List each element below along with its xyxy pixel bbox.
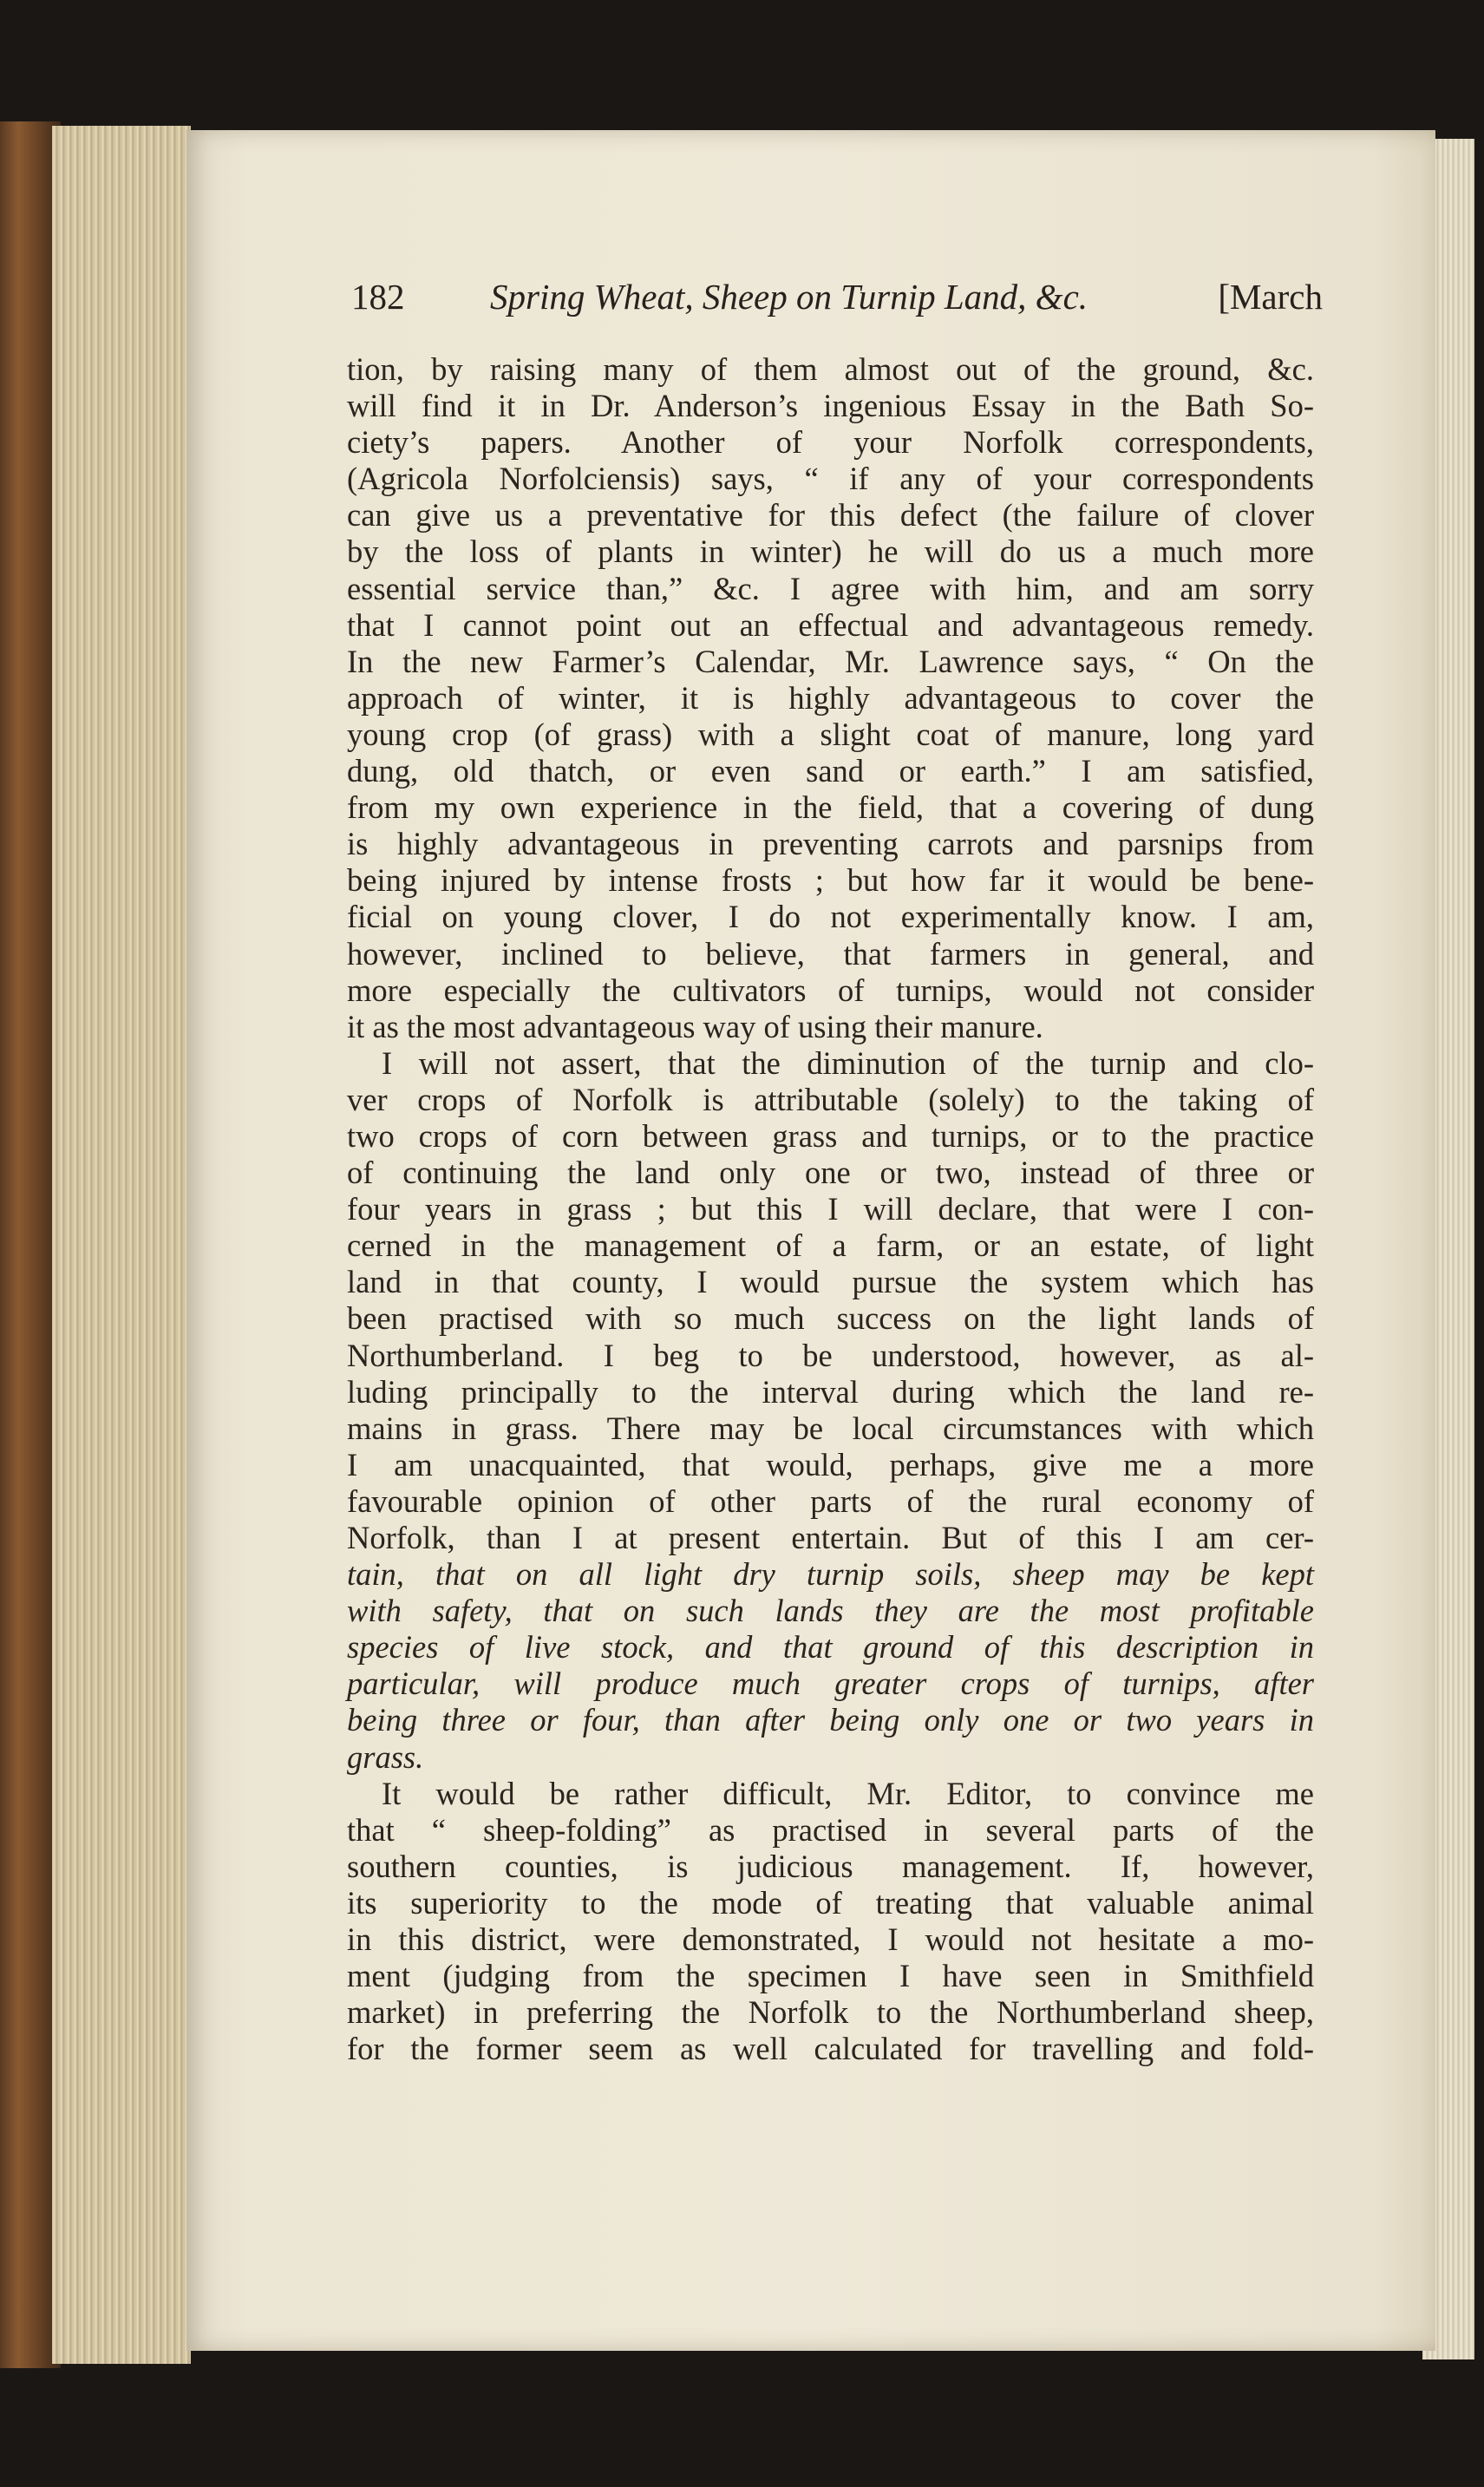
text-line: It would be rather difficult, Mr. Editor, to convince me [382,1775,1314,1811]
text-line: in this district, were demonstrated, I would not hesitate a mo- [347,1921,1314,1958]
text-line: for the former seem as well calculated for travelling and fold- [347,2031,1314,2067]
text-line: essential service than,” &c. I agree with him, and am sorry [347,570,1314,606]
text-line: Northumberland. I beg to be understood, however, as al- [347,1337,1314,1373]
text-line: young crop (of grass) with a slight coat of manure, long yard [347,716,1314,752]
text-line: more especially the cultivators of turnips, would not consider [347,972,1314,1008]
running-month: [March [1218,277,1323,317]
text-line: that I cannot point out an effectual and advantageous remedy. [347,606,1314,643]
text-line: I will not assert, that the diminution of the turnip and clo- [382,1044,1314,1081]
body-text [347,351,1314,2067]
text-line: its superiority to the mode of treating that valuable animal [347,1884,1314,1921]
text-line: is highly advantageous in preventing carrots and parsnips from [347,826,1314,862]
text-line: I am unacquainted, that would, perhaps, give me a more [347,1446,1314,1482]
text-line: tain, that on all light dry turnip soils, sheep may be kept [347,1556,1314,1593]
text-line: ficial on young clover, I do not experimentally know. I am, [347,899,1314,935]
text-line: land in that county, I would pursue the system which has [347,1264,1314,1300]
text-line: In the new Farmer’s Calendar, Mr. Lawrence says, “ On the [347,643,1314,679]
text-line: Norfolk, than I at present entertain. But of this I am cer- [347,1520,1314,1555]
page-number: 182 [351,277,405,317]
text-line: luding principally to the interval during which the land re- [347,1373,1314,1410]
text-line: by the loss of plants in winter) he will do us a much more [347,533,1314,570]
running-title: Spring Wheat, Sheep on Turnip Land, &c. [490,277,1088,317]
text-line: market) in preferring the Norfolk to the Northumberland sheep, [347,1994,1314,2031]
page-header [351,276,1323,328]
text-line: approach of winter, it is highly advantageous to cover the [347,679,1314,716]
text-line: ver crops of Norfolk is attributable (solely) to the taking of [347,1081,1314,1117]
text-line: cerned in the management of a farm, or an estate, of light [347,1227,1314,1264]
text-line: been practised with so much success on the light lands of [347,1300,1314,1337]
text-line: ciety’s papers. Another of your Norfolk correspondents, [347,424,1314,461]
text-line: however, inclined to believe, that farmers in general, and [347,935,1314,972]
text-line: dung, old thatch, or even sand or earth.” I am satisfied, [347,753,1314,789]
text-line: being injured by intense frosts ; but how far it would be bene- [347,862,1314,899]
text-line: southern counties, is judicious management. If, however, [347,1848,1314,1884]
text-line: of continuing the land only one or two, instead of three or [347,1155,1314,1191]
text-line: species of live stock, and that ground of this description in [347,1629,1314,1666]
text-line: mains in grass. There may be local circumstances with which [347,1410,1314,1446]
text-line: two crops of corn between grass and turnips, or to the practice [347,1117,1314,1154]
text-line: grass. [347,1738,424,1775]
text-line: from my own experience in the field, that a covering of dung [347,789,1314,826]
text-line: tion, by raising many of them almost out of the ground, &c. [347,351,1314,387]
page-stack-left [52,126,191,2364]
text-line: with safety, that on such lands they are the most profitable [347,1593,1314,1629]
text-line: can give us a preventative for this defect (the failure of clover [347,497,1314,533]
text-line: particular, will produce much greater crops of turnips, after [347,1666,1314,1702]
text-line: it as the most advantageous way of using their manure. [347,1008,1043,1044]
text-line: being three or four, than after being only one or two years in [347,1702,1314,1738]
text-line: favourable opinion of other parts of the rural economy of [347,1482,1314,1519]
text-line: ment (judging from the specimen I have seen in Smithfield [347,1958,1314,1994]
text-line: (Agricola Norfolciensis) says, “ if any of your correspondents [347,461,1314,497]
text-line: four years in grass ; but this I will declare, that were I con- [347,1191,1314,1227]
text-line: will find it in Dr. Anderson’s ingenious Essay in the Bath So- [347,388,1314,424]
text-line: that “ sheep-folding” as practised in several parts of the [347,1811,1314,1848]
